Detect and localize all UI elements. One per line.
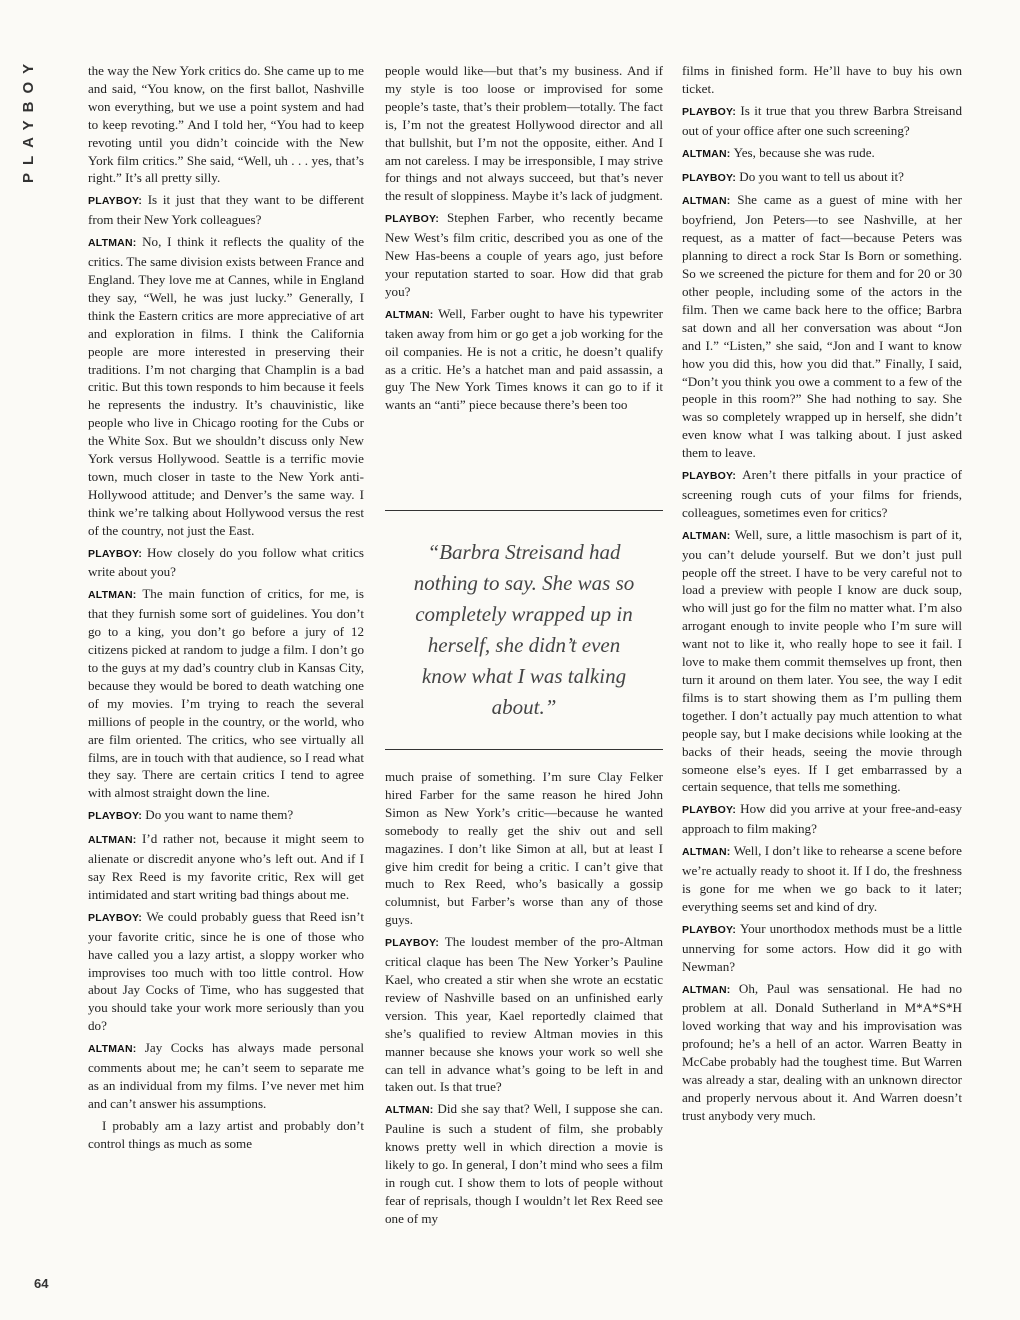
speaker-label: ALTMAN: [682, 983, 731, 996]
pull-quote: “Barbra Streisand had nothing to say. She was so completely wrapped up in herself, she didn’t even know what I was talking about.” [413, 540, 635, 719]
paragraph-text: Jay Cocks has always made personal comments about me; he can’t seem to separate me as an individual from my films. I’ve never met him and can’t answer his assumptions. [88, 1040, 364, 1111]
paragraph-text: How closely do you follow what critics write about you? [88, 544, 364, 580]
paragraph [682, 102, 962, 140]
paragraph-text: Do you want to name them? [145, 807, 294, 823]
page-number: 64 [34, 1276, 49, 1291]
paragraph-text: Well, I don’t like to rehearse a scene before we’re actually ready to shoot it. If I do, the freshness is gone for me when we go back to it later; everything seems set and kind of dry. [682, 843, 962, 914]
paragraph-text: How did you arrive at your free-and-easy approach to film making? [682, 801, 962, 837]
paragraph-text: Well, sure, a little masochism is part of it, you can’t delude yourself. But we don’t just pull people off the street. I have to be very careful not to load a preview with people I know are duck soup, who will just go for the film no matter what. I’m also arrogant enough to invite people who I’m sure will want not to like it, who really hope to see it fail. I love to make them commit themselves up front, then turn it around on them later. You see, the way I edit films is to start showing them as I’m pulling them together. I don’t actually pay much attention to what people say, but I make decisions while looking at the backs of their heads, seeing the movie through someone else’s eyes. If I get embarrassed by a certain sequence, that tells me something. [682, 526, 962, 795]
paragraph [385, 768, 663, 929]
paragraph-text: The loudest member of the pro-Altman critical claque has been The New Yorker’s Pauline Kael, who created a stir when she wrote an ecstatic review of Nashville based on an unfinished early version. This year, Kael reportedly claimed that she’s qualified to review Altman movies in this manner because she knows your work so well she can tell in advance what’s going to be left in and taken out. Is that true? [385, 934, 663, 1095]
paragraph-text: the way the New York critics do. She came up to me and said, “You know, on the first ballot, Nashville won everything, but we use a point system and had to keep revoting.” And I told her, “You had to keep revoting until you didn’t coincide with the New York film critics.” She said, “Well, uh . . . yes, that’s right.” It’s all pretty silly. [88, 63, 364, 186]
paragraph-text: She came as a guest of mine with her boyfriend, Jon Peters—to see Nashville, at her request, as a matter of fact—because Peters was planning to direct a rock Star Is Born or something. So we screened the picture for them and for 20 or 30 other people, including some of the actors in the film. Then we came back here to the office; Barbra sat down and all her conversation was about “Jon and I.” “Listen,” she said, “Jon and I want to know how you did this, how you did that.” Finally, I said, “Don’t you think you owe a comment to a few of the people in this room?” She had nothing to say. She was so completely wrapped up in herself, she didn’t even know what I was talking about. I just asked them to leave. [682, 192, 962, 461]
paragraph [88, 806, 364, 826]
speaker-label: ALTMAN: [682, 195, 731, 208]
paragraph [682, 466, 962, 522]
column-2-bottom [385, 768, 663, 1232]
speaker-label: ALTMAN: [682, 529, 731, 542]
paragraph-text: Did she say that? Well, I suppose she can. Pauline is such a student of film, she probably knows pretty well in which direction a movie is likely to go. In general, I don’t mind who sees a film in rough cut. I show them to lots of people without fear of reprisals, though I wouldn’t let Rex Reed see one of my [385, 1101, 663, 1226]
paragraph-text: No, I think it reflects the quality of the critics. The same division exists between France and England. They love me at Cannes, while in England they say, “Well, he was just lucky.” Generally, I think the Eastern critics are more appreciative of art and exploration in films. I think the California people are more interested in preserving their traditions. I’m not charging that Champlin is a bad critic. But this town responds to him because it feels he represents the industry. It’s chauvinistic, like people who live in Chicago rooting for the Cubs or the White Sox. But we shouldn’t discuss only New York versus Hollywood. Seattle is a terrific movie town, much closer in taste to the New York anti-Hollywood attitude; and Denver’s the same way. I think we’re talking about Hollywood versus the rest of the country, not just the East. [88, 234, 364, 538]
paragraph [88, 62, 364, 187]
paragraph [682, 920, 962, 976]
paragraph-text: We could probably guess that Reed isn’t your favorite critic, since he is one of those who have called you a lazy artist, a sloppy worker who improvises too much with too little control. How about Jay Cocks of Time, who has suggested that you should take your work more seriously than you do? [88, 908, 364, 1034]
column-2-top [385, 62, 663, 418]
paragraph-text: Is it just that they want to be different from their New York colleagues? [88, 192, 364, 228]
paragraph-text: Oh, Paul was sensational. He had no problem at all. Donald Sutherland in M*A*S*H loved working that way and his improvisation was profound; he’s a hell of an actor. Warren Beatty in McCabe probably had the toughest time. But Warren was already a star, dealing with an unknown director and properly nervous about it. And Warren doesn’t trust anybody very much. [682, 980, 963, 1123]
paragraph [88, 908, 364, 1035]
paragraph-text: Your unorthodox methods must be a little unnerving for some actors. How did it go with Newman? [682, 920, 962, 974]
speaker-label: PLAYBOY: [88, 195, 143, 208]
paragraph [682, 144, 962, 164]
paragraph-text: people would like—but that’s my business. And if my style is too loose or improvised for some people’s taste, that’s their problem—totally. The fact is, I’m not the greatest Hollywood director and all that bullshit, but I’m not the opposite, either. And I am not careless. I may be irresponsible, I may strive for things and not always succeed, but that’s never the result of sloppiness. Maybe it’s lack of judgment. [385, 63, 663, 204]
paragraph [682, 526, 962, 797]
speaker-label: ALTMAN: [88, 1043, 137, 1056]
paragraph [682, 842, 962, 916]
paragraph [682, 800, 962, 838]
paragraph-text: I’d rather not, because it might seem to alienate or discredit anyone who’s left out. And if I say Rex Reed is my favorite critic, Rex will get intimidated and start writing bad things about me. [88, 831, 364, 902]
speaker-label: PLAYBOY: [682, 105, 737, 118]
paragraph-text: Well, Farber ought to have his typewriter taken away from him or go get a job working for the oil companies. He is not a critic, he doesn’t qualify as a critic. He’s a hatchet man and paid assassin, a guy The New York Times knows it can go to if it wants an “anti” piece because there’s been too [385, 305, 663, 413]
paragraph [88, 544, 364, 582]
speaker-label: PLAYBOY: [385, 213, 440, 226]
speaker-label: ALTMAN: [88, 834, 137, 847]
speaker-label: PLAYBOY: [88, 547, 143, 560]
paragraph [682, 62, 962, 98]
speaker-label: ALTMAN: [682, 846, 731, 859]
speaker-label: ALTMAN: [385, 1104, 434, 1117]
paragraph [88, 585, 364, 802]
speaker-label: PLAYBOY: [682, 470, 737, 483]
speaker-label: PLAYBOY: [682, 804, 737, 817]
paragraph-text: Do you want to tell us about it? [739, 168, 904, 184]
column-1 [88, 62, 364, 1157]
speaker-label: ALTMAN: [88, 589, 137, 602]
speaker-label: PLAYBOY: [88, 810, 143, 823]
column-3 [682, 62, 962, 1129]
paragraph [385, 62, 663, 205]
speaker-label: ALTMAN: [682, 147, 731, 160]
magazine-side-label: PLAYBOY [20, 56, 37, 184]
paragraph-text: The main function of critics, for me, is that they furnish some sort of guidelines. You don’t go to a king, you don’t go before a jury of 12 citizens picked at random to judge a film. I don’t go to the guys at my dad’s country club in Kansas City, because they would be bored to death watching one of my movies. I’m trying to reach the several millions of people in the country, or the world, who are film oriented. The critics, who see virtually all films, are in touch with that audience, so I read what they say. There are certain critics I tend to agree with almost straight down the line. [88, 586, 364, 801]
paragraph-text: Yes, because she was rude. [733, 144, 875, 160]
paragraph [88, 1039, 364, 1113]
paragraph [385, 209, 663, 301]
paragraph [385, 305, 663, 414]
paragraph-text: Aren’t there pitfalls in your practice of screening rough cuts of your films for friends, colleagues, sometimes even for critics? [682, 467, 962, 520]
paragraph-text: Is it true that you threw Barbra Streisand out of your office after one such screening? [682, 102, 962, 138]
speaker-label: ALTMAN: [385, 308, 434, 321]
speaker-label: PLAYBOY: [88, 911, 143, 924]
paragraph [88, 191, 364, 229]
paragraph-text: I probably am a lazy artist and probably don’t control things as much as some [88, 1117, 364, 1151]
paragraph-text: films in finished form. He’ll have to buy his own ticket. [682, 63, 962, 96]
paragraph [88, 1117, 364, 1153]
speaker-label: ALTMAN: [88, 237, 137, 250]
paragraph [682, 980, 962, 1125]
paragraph [682, 191, 962, 462]
speaker-label: PLAYBOY: [385, 937, 440, 950]
speaker-label: PLAYBOY: [682, 923, 737, 936]
paragraph-text: much praise of something. I’m sure Clay Felker hired Farber for the same reason he hired John Simon as New York’s critic—because he wanted somebody to really get the shiv out and sell magazines. I don’t like Simon at all, but at least I give him credit for being a critic. I can’t give that much to Rex Reed, who’s basically a gossip columnist, but Farber’s worse than any of those guys. [385, 769, 663, 928]
pull-quote-box [385, 510, 663, 750]
paragraph-text: Stephen Farber, who recently became New West’s film critic, described you as one of the New Has-beens a couple of years ago, just before your reputation started to soar. How did that grab you? [385, 210, 663, 299]
speaker-label: PLAYBOY: [682, 171, 737, 184]
paragraph [385, 1100, 663, 1227]
paragraph [88, 233, 364, 539]
paragraph [88, 830, 364, 904]
paragraph [682, 168, 962, 188]
paragraph [385, 933, 663, 1096]
